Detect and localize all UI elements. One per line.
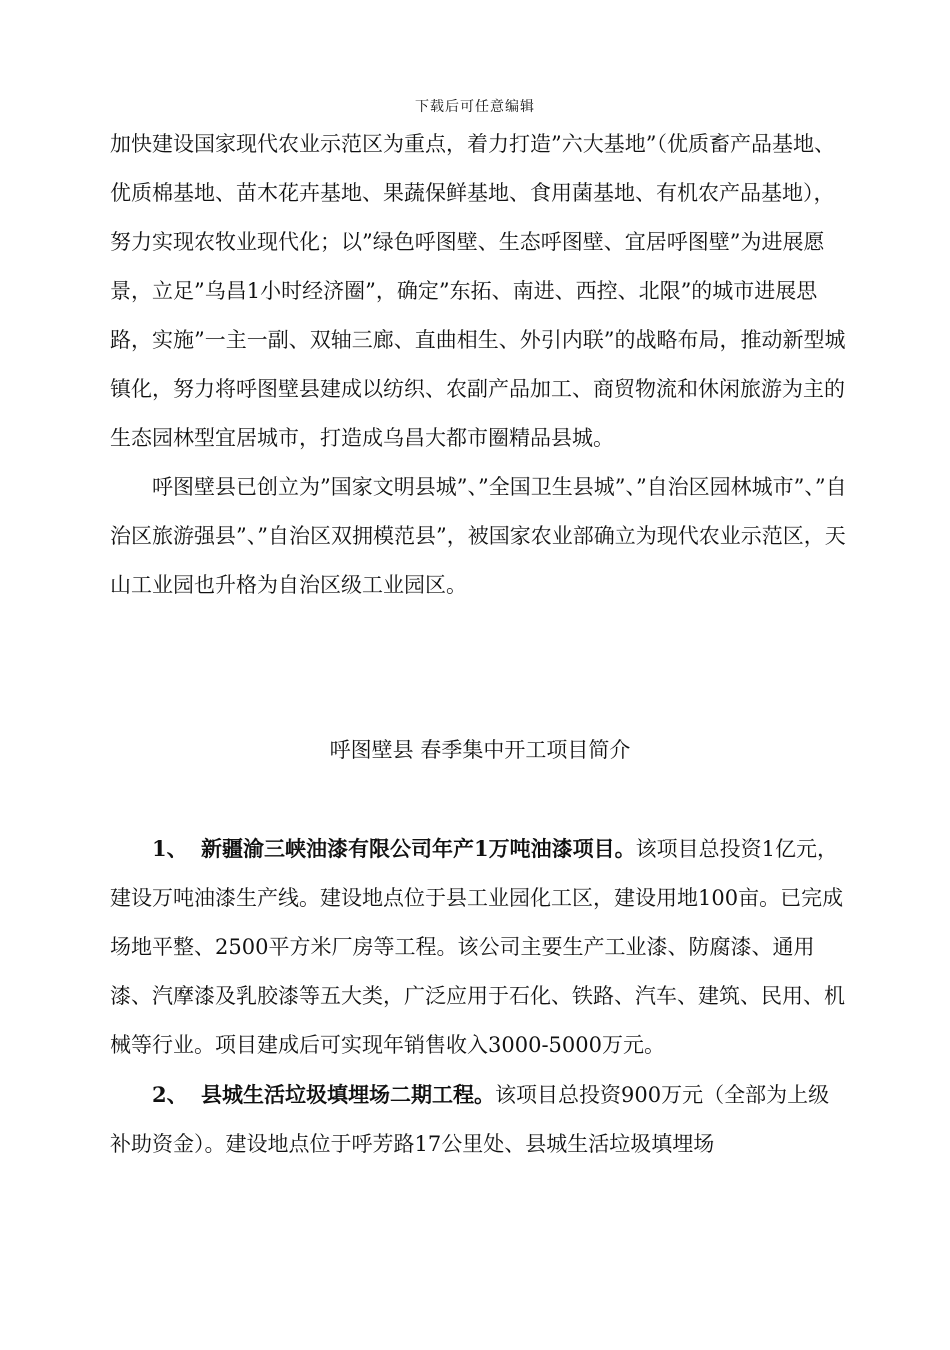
download-note: 下载后可任意编辑 (415, 99, 535, 115)
projects-block (110, 726, 850, 1169)
intro-paragraph-2: 呼图壁县已创立为”国家文明县城”、”全国卫生县城”、”自治区园林城市”、”自治区旅游强县”、”自治区双拥模范县”，被国家农业部确立为现代农业示范区，天山工业园也升格为自治区级工业园区。 (110, 475, 847, 597)
project-item (110, 1070, 850, 1169)
section-title: 呼图壁县 春季集中开工项目简介 (329, 738, 631, 762)
project-name: 新疆渝三峡油漆有限公司年产1万吨油漆项目。 (200, 836, 636, 861)
project-number: 2、 (152, 1082, 188, 1107)
project-description: 该项目总投资1亿元，建设万吨油漆生产线。建设地点位于县工业园化工区，建设用地100亩。已完成场地平整、2500平方米厂房等工程。该公司主要生产工业漆、防腐漆、通用漆、汽摩漆及乳胶漆等五大类，广泛应用于石化、铁路、汽车、建筑、民用、机械等行业。项目建成后可实现年销售收入3000-5000万元。 (110, 837, 845, 1057)
project-number: 1、 (152, 836, 188, 861)
project-name: 县城生活垃圾填埋场二期工程。 (200, 1082, 495, 1107)
spacer (110, 775, 850, 824)
project-description: 该项目总投资900万元（全部为上级补助资金）。建设地点位于呼芳路17公里处、县城生活垃圾填埋场 (110, 1083, 830, 1156)
project-item (110, 824, 850, 1070)
intro-paragraph-1: 加快建设国家现代农业示范区为重点，着力打造”六大基地”（优质畜产品基地、优质棉基地、苗木花卉基地、果蔬保鲜基地、食用菌基地、有机农产品基地），努力实现农牧业现代化；以”绿色呼图壁、生态呼图壁、宜居呼图壁”为进展愿景，立足”乌昌1小时经济圈”，确定”东拓、南进、西控、北限”的城市进展思路，实施”一主一副、双轴三廊、直曲相生、外引内联”的战略布局，推动新型城镇化，努力将呼图壁县建成以纺织、农副产品加工、商贸物流和休闲旅游为主的生态园林型宜居城市，打造成乌昌大都市圈精品县城。 (110, 132, 846, 450)
intro-block (110, 120, 850, 610)
